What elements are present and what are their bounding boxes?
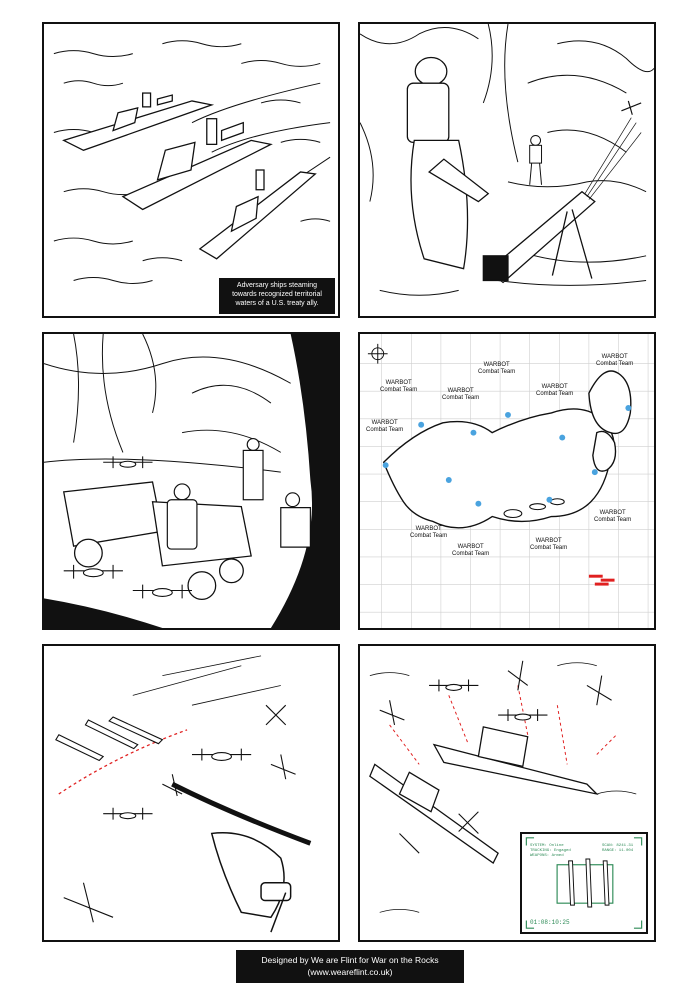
team-marker bbox=[592, 469, 598, 475]
team-label: WARBOT Combat Team bbox=[536, 384, 574, 397]
caption-line: waters of a U.S. treaty ally. bbox=[235, 300, 319, 307]
team-marker bbox=[470, 430, 476, 436]
credits-line: Designed by We are Flint for War on the Rocks bbox=[261, 955, 439, 965]
launch-illustration bbox=[360, 24, 654, 316]
hud-readout-block: SCAN: 8241.31 RANGE: 11.004 bbox=[602, 844, 634, 853]
team-marker bbox=[418, 422, 424, 428]
swarm-illustration bbox=[44, 646, 338, 940]
team-label: WARBOT Combat Team bbox=[366, 420, 404, 433]
hud-target-ships bbox=[569, 859, 609, 907]
foreground-drone bbox=[172, 784, 310, 932]
enemy-ship-marker bbox=[595, 583, 609, 586]
team-label: WARBOT Combat Team bbox=[452, 544, 490, 557]
team-label: WARBOT Combat Team bbox=[410, 526, 448, 539]
adversary-ship-1 bbox=[64, 93, 212, 150]
team-label: WARBOT Combat Team bbox=[594, 510, 632, 523]
drone-launcher bbox=[483, 192, 594, 283]
caption-line: towards recognized territorial bbox=[232, 291, 322, 298]
caption-line: Adversary ships steaming bbox=[236, 282, 318, 289]
drone-hud-display bbox=[520, 832, 648, 934]
vehicle-illustration bbox=[44, 334, 338, 628]
east-island-2 bbox=[593, 431, 616, 471]
caption-ships bbox=[219, 278, 335, 314]
team-marker bbox=[625, 405, 631, 411]
compass-icon bbox=[368, 344, 388, 364]
team-marker bbox=[559, 435, 565, 441]
team-label: WARBOT Combat Team bbox=[442, 388, 480, 401]
main-island bbox=[384, 409, 614, 528]
comic-panel-ships bbox=[42, 22, 340, 318]
distant-ships bbox=[56, 717, 163, 760]
team-marker bbox=[505, 412, 511, 418]
launched-drone bbox=[621, 101, 641, 115]
enemy-ship-markers bbox=[589, 575, 615, 586]
team-label: WARBOT Combat Team bbox=[596, 354, 634, 367]
island-map bbox=[360, 334, 654, 628]
team-label: WARBOT Combat Team bbox=[530, 538, 568, 551]
utility-vehicle bbox=[64, 482, 251, 599]
adversary-ship-3 bbox=[200, 170, 315, 259]
soldier-figure bbox=[407, 58, 488, 269]
team-marker bbox=[383, 462, 389, 468]
credits-url: (www.weareflint.co.uk) bbox=[307, 967, 393, 977]
team-marker bbox=[475, 501, 481, 507]
comic-panel-engagement bbox=[358, 644, 656, 942]
adversary-ship-2 bbox=[123, 119, 271, 210]
team-marker bbox=[546, 497, 552, 503]
hud-status-block: SYSTEM: Online TRACKING: Engaged WEAPONS: Armed bbox=[530, 844, 571, 858]
hud-timestamp: 01:08:10:25 bbox=[530, 919, 570, 926]
credits-footer bbox=[236, 950, 464, 983]
comic-panel-map bbox=[358, 332, 656, 630]
team-marker bbox=[446, 477, 452, 483]
comic-panel-launch bbox=[358, 22, 656, 318]
comic-panel-swarm bbox=[42, 644, 340, 942]
team-label: WARBOT Combat Team bbox=[380, 380, 418, 393]
comic-panel-vehicle bbox=[42, 332, 340, 630]
distant-soldier bbox=[530, 135, 542, 184]
enemy-ship-marker bbox=[601, 579, 615, 582]
team-label: WARBOT Combat Team bbox=[478, 362, 516, 375]
ships-illustration bbox=[44, 24, 338, 316]
enemy-ship-marker bbox=[589, 575, 603, 578]
